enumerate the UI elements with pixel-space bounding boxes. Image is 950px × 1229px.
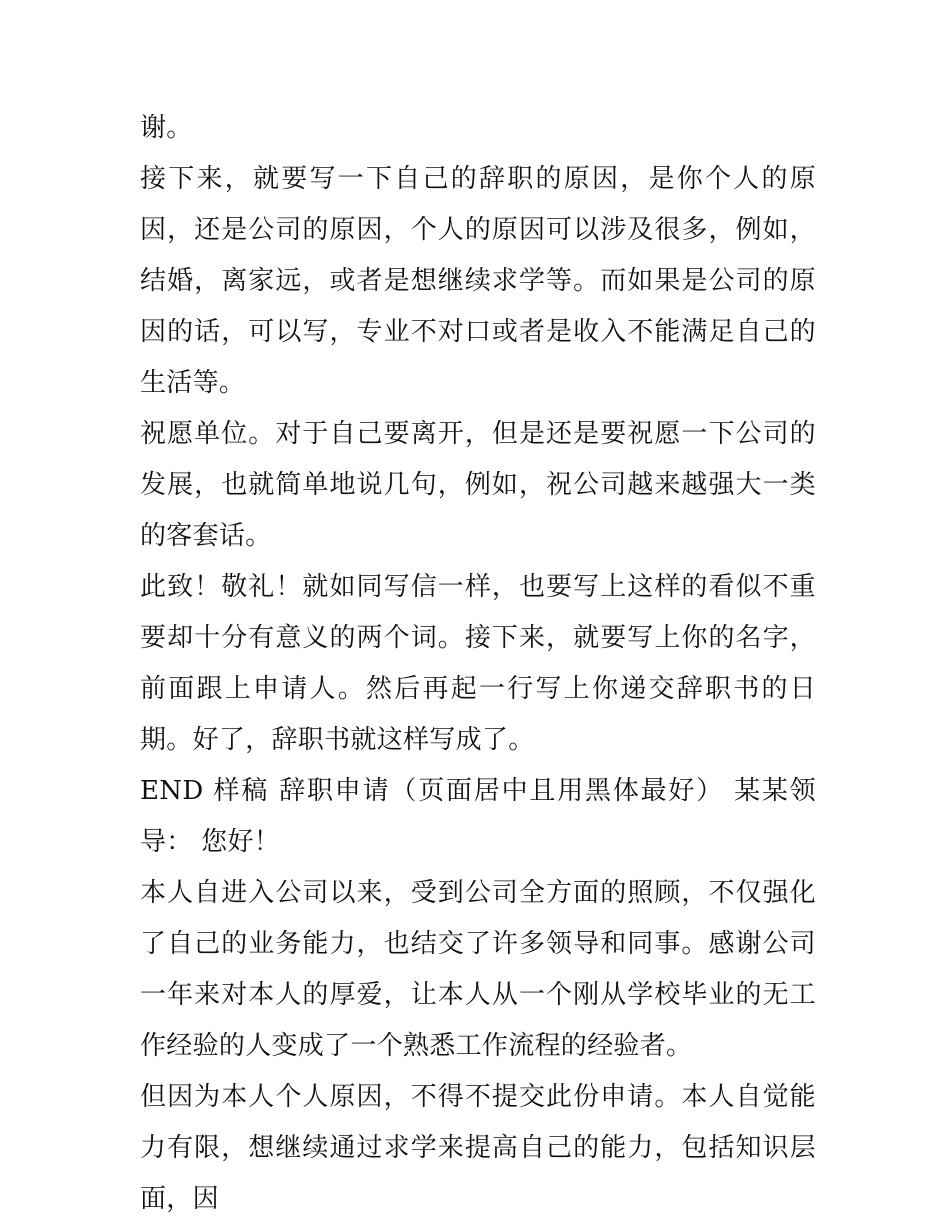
paragraph-sample-heading: END 样稿 辞职申请（页面居中且用黑体最好） 某某领导： 您好！ (140, 776, 816, 857)
paragraph-resignation-reason: 接下来，就要写一下自己的辞职的原因，是你个人的原因，还是公司的原因，个人的原因可以涉及很多，例如，结婚，离家远，或者是想继续求学等。而如果是公司的原因的话，可以写，专业不对口或者是收入不能满足自己的生活等。 (140, 164, 816, 398)
paragraph-sample-reason: 但因为本人个人原因，不得不提交此份申请。本人自觉能力有限，想继续通过求学来提高自己的能力，包括知识层面，因 (140, 1082, 816, 1214)
paragraph-sample-gratitude: 本人自进入公司以来，受到公司全方面的照顾，不仅强化了自己的业务能力，也结交了许多领导和同事。感谢公司一年来对本人的厚爱，让本人从一个刚从学校毕业的无工作经验的人变成了一个熟悉工作流程的经验者。 (140, 878, 816, 1061)
document-body (140, 103, 816, 1225)
paragraph-thanks-ending: 谢。 (140, 113, 193, 143)
paragraph-wish-company: 祝愿单位。对于自己要离开，但是还是要祝愿一下公司的发展，也就简单地说几句，例如，祝公司越来越强大一类的客套话。 (140, 419, 816, 551)
paragraph-closing-salutation: 此致！敬礼！就如同写信一样，也要写上这样的看似不重要却十分有意义的两个词。接下来，就要写上你的名字，前面跟上申请人。然后再起一行写上你递交辞职书的日期。好了，辞职书就这样写成了。 (140, 572, 816, 755)
